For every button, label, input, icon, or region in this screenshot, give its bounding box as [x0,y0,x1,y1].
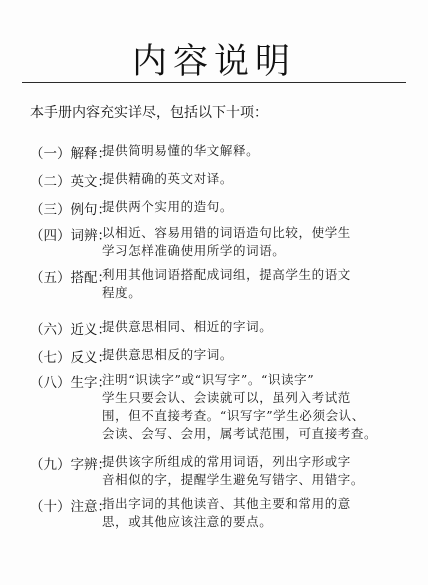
entry-label: （五）搭配： [30,270,111,286]
entry-description-line: 注明“识读字”或“识写字”。“识读字” [102,372,315,387]
entry-description [102,170,412,188]
entry-label: （十）注意： [30,499,111,515]
entry-description [102,266,412,302]
intro-text: 本手册内容充实详尽，包括以下十项： [30,105,268,121]
entry-description-line: 学习怎样准确使用所学的词语。 [102,243,286,258]
entry-description-line: 指出字词的其他读音、其他主要和常用的意 [102,496,351,511]
entry-description [102,224,412,260]
entry-description [102,142,412,160]
entry-label: （七）反义： [30,350,111,366]
entry-description [102,346,412,364]
entry-label: （二）英文： [30,174,111,190]
title-divider [22,82,406,83]
entry-description-line: 提供简明易懂的华文解释。 [102,143,260,158]
entry-description-line: 学生只要会认、会读就可以，虽列入考试范 [102,390,351,405]
entry-label: （一）解释： [30,146,111,162]
entry-description-line: 提供该字所组成的常用词语，列出字形或字 [102,454,351,469]
entry-description [102,198,412,216]
entry-label: （四）词辨： [30,228,111,244]
entry-description-line: 会读、会写、会用，属考试范围，可直接考查。 [102,426,378,441]
entry-description-line: 提供意思相反的字词。 [102,347,234,362]
entry-label: （六）近义： [30,322,111,338]
page-title: 内容说明 [131,42,296,82]
entry-description [102,453,412,489]
entry-description-line: 围，但不直接考查。“识写字”学生必须会认、 [102,408,365,423]
entry-description-line: 音相似的字，提醒学生避免写错字、用错字。 [102,472,365,487]
entry-description-line: 以相近、容易用错的词语造句比较，使学生 [102,225,351,240]
entry-label: （八）生字： [30,375,111,391]
entry-description-line: 提供精确的英文对译。 [102,171,234,186]
entry-description-line: 利用其他词语搭配成词组，提高学生的语文 [102,267,351,282]
entry-description-line: 提供两个实用的造句。 [102,199,234,214]
entry-label: （三）例句： [30,202,111,218]
entry-description-line: 提供意思相同、相近的字词。 [102,319,273,334]
entry-description [102,318,412,336]
entry-description-line: 思，或其他应该注意的要点。 [102,514,273,529]
entry-description-line: 程度。 [102,285,142,300]
entry-description [102,371,412,443]
entry-description [102,495,412,531]
entry-label: （九）字辨： [30,457,111,473]
